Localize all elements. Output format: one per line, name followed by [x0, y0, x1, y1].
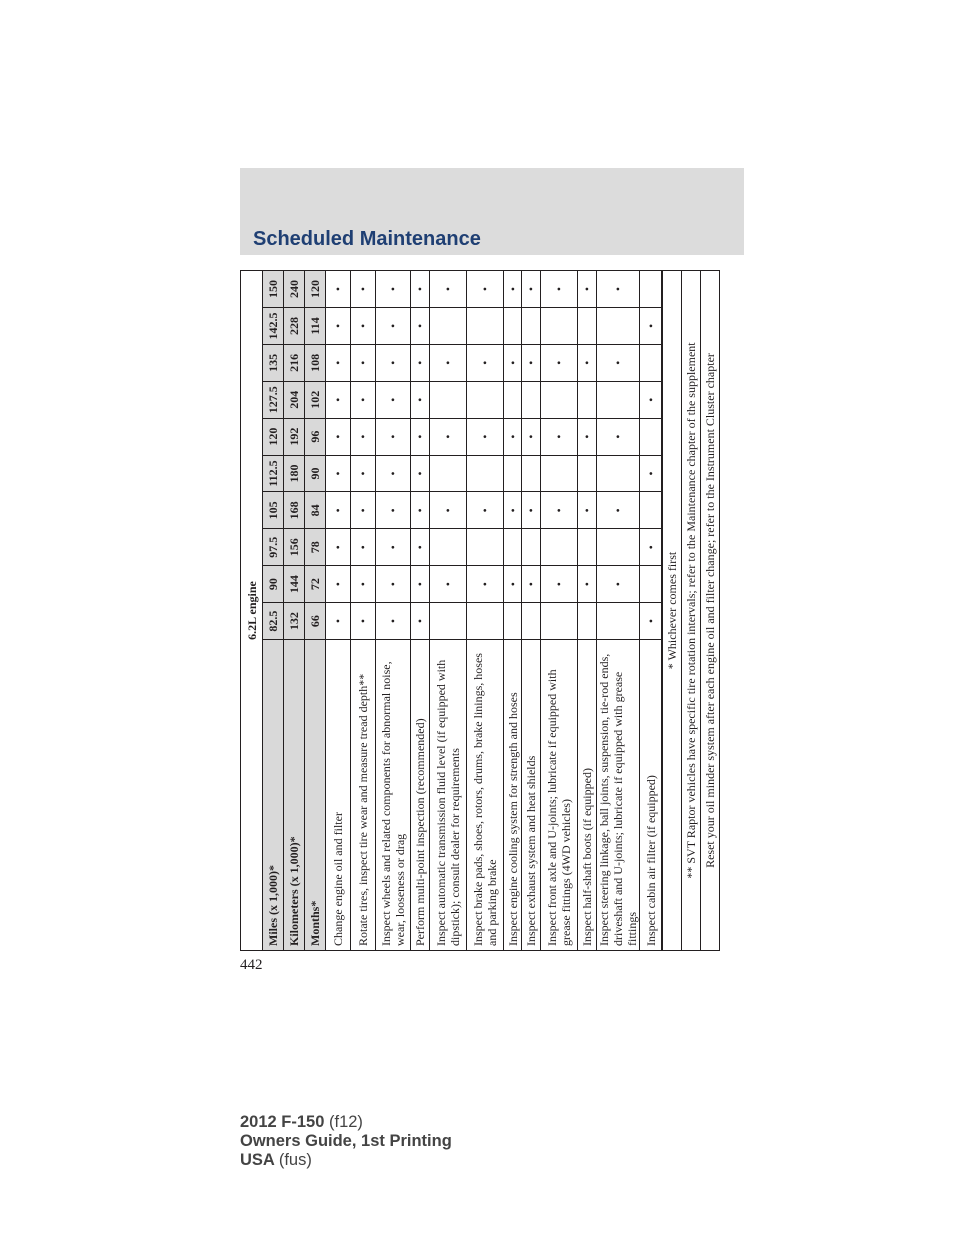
- interval-mark: [597, 603, 640, 640]
- task-label: Inspect brake pads, shoes, rotors, drums, brake linings, hoses and parking brake: [467, 640, 504, 951]
- interval-mark: •: [504, 418, 522, 455]
- miles-value: 127.5: [263, 381, 284, 418]
- interval-mark: •: [376, 418, 411, 455]
- rotated-table: [240, 270, 730, 951]
- months-value: 108: [305, 344, 326, 381]
- miles-value: 135: [263, 344, 284, 381]
- table-row: [430, 271, 467, 951]
- interval-mark: •: [326, 529, 351, 566]
- months-value: 114: [305, 307, 326, 344]
- interval-mark: •: [376, 455, 411, 492]
- interval-mark: [541, 529, 578, 566]
- interval-mark: •: [326, 271, 351, 308]
- footer-line-1: [240, 1113, 452, 1132]
- interval-mark: •: [467, 344, 504, 381]
- interval-mark: •: [578, 344, 597, 381]
- interval-mark: •: [411, 381, 430, 418]
- interval-mark: [467, 381, 504, 418]
- interval-mark: [597, 307, 640, 344]
- interval-mark: •: [640, 455, 662, 492]
- note-whichever: * Whichever comes first: [663, 271, 682, 951]
- interval-mark: •: [541, 492, 578, 529]
- interval-mark: •: [326, 566, 351, 603]
- interval-mark: [578, 529, 597, 566]
- months-value: 84: [305, 492, 326, 529]
- months-value: 90: [305, 455, 326, 492]
- kilometers-value: 204: [284, 381, 305, 418]
- interval-mark: [467, 455, 504, 492]
- interval-mark: •: [326, 344, 351, 381]
- header-band: [240, 168, 744, 255]
- kilometers-value: 192: [284, 418, 305, 455]
- interval-mark: •: [578, 492, 597, 529]
- interval-mark: [640, 492, 662, 529]
- kilometers-value: 240: [284, 271, 305, 308]
- interval-mark: •: [351, 603, 376, 640]
- table-row: [411, 271, 430, 951]
- months-value: 120: [305, 271, 326, 308]
- page-number: 442: [240, 957, 263, 973]
- interval-mark: •: [541, 344, 578, 381]
- interval-mark: •: [376, 307, 411, 344]
- interval-mark: [430, 529, 467, 566]
- interval-mark: •: [411, 307, 430, 344]
- kilometers-value: 168: [284, 492, 305, 529]
- miles-value: 97.5: [263, 529, 284, 566]
- task-label: Change engine oil and filter: [326, 640, 351, 951]
- interval-mark: •: [430, 492, 467, 529]
- interval-mark: [504, 603, 522, 640]
- interval-mark: •: [351, 307, 376, 344]
- interval-mark: •: [597, 492, 640, 529]
- interval-mark: [597, 455, 640, 492]
- footer: [240, 1113, 452, 1170]
- interval-mark: •: [640, 603, 662, 640]
- interval-mark: •: [411, 492, 430, 529]
- interval-mark: •: [376, 381, 411, 418]
- interval-mark: •: [640, 529, 662, 566]
- interval-mark: •: [597, 566, 640, 603]
- interval-mark: •: [522, 271, 541, 308]
- interval-mark: •: [430, 566, 467, 603]
- interval-mark: •: [430, 344, 467, 381]
- interval-mark: [430, 381, 467, 418]
- miles-value: 90: [263, 566, 284, 603]
- interval-mark: •: [467, 271, 504, 308]
- interval-mark: [467, 307, 504, 344]
- table-row: [578, 271, 597, 951]
- interval-mark: •: [411, 455, 430, 492]
- kilometers-row: [284, 271, 305, 951]
- miles-row: [263, 271, 284, 951]
- interval-mark: •: [522, 344, 541, 381]
- interval-mark: •: [504, 492, 522, 529]
- interval-mark: •: [326, 455, 351, 492]
- miles-value: 150: [263, 271, 284, 308]
- table-row: [376, 271, 411, 951]
- interval-mark: [541, 603, 578, 640]
- kilometers-value: 216: [284, 344, 305, 381]
- table-row: [541, 271, 578, 951]
- notes-table: [662, 270, 720, 951]
- miles-value: 105: [263, 492, 284, 529]
- months-value: 72: [305, 566, 326, 603]
- kilometers-value: 132: [284, 603, 305, 640]
- interval-mark: •: [351, 381, 376, 418]
- task-label: Inspect wheels and related components for abnormal noise, wear, looseness or drag: [376, 640, 411, 951]
- interval-mark: •: [326, 418, 351, 455]
- table-row: [467, 271, 504, 951]
- table-row: [351, 271, 376, 951]
- interval-mark: •: [578, 271, 597, 308]
- table-row: [522, 271, 541, 951]
- note-svt-raptor: ** SVT Raptor vehicles have specific tire rotation intervals; refer to the Maintenance chapter of the supplement: [682, 271, 701, 951]
- interval-mark: •: [411, 271, 430, 308]
- interval-mark: •: [351, 566, 376, 603]
- interval-mark: •: [597, 344, 640, 381]
- miles-value: 142.5: [263, 307, 284, 344]
- interval-mark: •: [376, 344, 411, 381]
- interval-mark: [504, 381, 522, 418]
- interval-mark: •: [411, 344, 430, 381]
- interval-mark: •: [467, 492, 504, 529]
- miles-value: 82.5: [263, 603, 284, 640]
- interval-mark: [467, 603, 504, 640]
- months-value: 102: [305, 381, 326, 418]
- table-row: [597, 271, 640, 951]
- interval-mark: •: [640, 381, 662, 418]
- interval-mark: •: [351, 529, 376, 566]
- interval-mark: •: [376, 566, 411, 603]
- interval-mark: [578, 307, 597, 344]
- interval-mark: •: [351, 418, 376, 455]
- task-label: Inspect steering linkage, ball joints, suspension, tie-rod ends, driveshaft and U-joints; lubricate if equipped with grease fittings: [597, 640, 640, 951]
- maintenance-table-container: [240, 270, 730, 951]
- task-label: Inspect front axle and U-joints; lubricate if equipped with grease fittings (4WD vehicles): [541, 640, 578, 951]
- interval-mark: [541, 455, 578, 492]
- maintenance-table: [240, 270, 662, 951]
- interval-mark: [504, 529, 522, 566]
- note-row: [701, 271, 720, 951]
- task-label: Inspect automatic transmission fluid level (if equipped with dipstick); consult dealer for requirements: [430, 640, 467, 951]
- interval-mark: •: [430, 418, 467, 455]
- months-row: [305, 271, 326, 951]
- task-label: Inspect half-shaft boots (if equipped): [578, 640, 597, 951]
- task-label: Perform multi-point inspection (recommended): [411, 640, 430, 951]
- interval-mark: •: [376, 492, 411, 529]
- kilometers-label: Kilometers (x 1,000)*: [284, 640, 305, 951]
- interval-mark: •: [467, 418, 504, 455]
- interval-mark: •: [597, 418, 640, 455]
- interval-mark: •: [504, 344, 522, 381]
- interval-mark: •: [541, 566, 578, 603]
- interval-mark: •: [430, 271, 467, 308]
- interval-mark: •: [351, 492, 376, 529]
- table-row: [640, 271, 662, 951]
- interval-mark: [541, 307, 578, 344]
- miles-label: Miles (x 1,000)*: [263, 640, 284, 951]
- interval-mark: [640, 344, 662, 381]
- interval-mark: •: [522, 418, 541, 455]
- footer-market-code: (fus): [278, 1151, 312, 1169]
- kilometers-value: 228: [284, 307, 305, 344]
- table-row: [504, 271, 522, 951]
- interval-mark: •: [351, 455, 376, 492]
- miles-value: 120: [263, 418, 284, 455]
- table-title-row: [241, 271, 263, 951]
- interval-mark: [578, 455, 597, 492]
- interval-mark: •: [411, 529, 430, 566]
- kilometers-value: 180: [284, 455, 305, 492]
- interval-mark: [597, 529, 640, 566]
- kilometers-value: 144: [284, 566, 305, 603]
- interval-mark: [640, 418, 662, 455]
- footer-line-3: [240, 1151, 452, 1170]
- interval-mark: •: [504, 566, 522, 603]
- interval-mark: •: [522, 566, 541, 603]
- footer-market: USA: [240, 1151, 275, 1169]
- task-label: Inspect engine cooling system for strength and hoses: [504, 640, 522, 951]
- miles-value: 112.5: [263, 455, 284, 492]
- interval-mark: [640, 271, 662, 308]
- interval-mark: •: [376, 529, 411, 566]
- kilometers-value: 156: [284, 529, 305, 566]
- interval-mark: •: [376, 603, 411, 640]
- interval-mark: [504, 307, 522, 344]
- interval-mark: •: [640, 307, 662, 344]
- note-oil-minder: Reset your oil minder system after each engine oil and filter change; refer to the Instrument Cluster chapter: [701, 271, 720, 951]
- interval-mark: [522, 455, 541, 492]
- note-row: [682, 271, 701, 951]
- interval-mark: •: [578, 418, 597, 455]
- interval-mark: [522, 603, 541, 640]
- months-value: 66: [305, 603, 326, 640]
- months-value: 96: [305, 418, 326, 455]
- interval-mark: [578, 603, 597, 640]
- task-label: Inspect exhaust system and heat shields: [522, 640, 541, 951]
- interval-mark: •: [541, 271, 578, 308]
- interval-mark: [430, 307, 467, 344]
- interval-mark: •: [326, 492, 351, 529]
- interval-mark: •: [504, 271, 522, 308]
- interval-mark: •: [411, 603, 430, 640]
- interval-mark: •: [351, 271, 376, 308]
- interval-mark: •: [467, 566, 504, 603]
- interval-mark: •: [411, 418, 430, 455]
- months-label: Months*: [305, 640, 326, 951]
- interval-mark: [522, 381, 541, 418]
- interval-mark: [578, 381, 597, 418]
- interval-mark: [430, 455, 467, 492]
- table-row: [326, 271, 351, 951]
- note-row: [663, 271, 682, 951]
- interval-mark: [522, 529, 541, 566]
- interval-mark: •: [376, 271, 411, 308]
- task-label: Inspect cabin air filter (if equipped): [640, 640, 662, 951]
- task-label: Rotate tires, inspect tire wear and measure tread depth**: [351, 640, 376, 951]
- interval-mark: •: [351, 344, 376, 381]
- months-value: 78: [305, 529, 326, 566]
- interval-mark: [640, 566, 662, 603]
- interval-mark: [522, 307, 541, 344]
- table-title: 6.2L engine: [241, 271, 263, 951]
- interval-mark: [430, 603, 467, 640]
- interval-mark: •: [578, 566, 597, 603]
- interval-mark: [597, 381, 640, 418]
- interval-mark: [504, 455, 522, 492]
- interval-mark: •: [541, 418, 578, 455]
- interval-mark: •: [597, 271, 640, 308]
- interval-mark: •: [326, 307, 351, 344]
- section-title: Scheduled Maintenance: [253, 228, 481, 250]
- interval-mark: •: [326, 381, 351, 418]
- interval-mark: [467, 529, 504, 566]
- footer-model-code: (f12): [329, 1113, 363, 1131]
- footer-model: 2012 F-150: [240, 1113, 325, 1131]
- interval-mark: •: [522, 492, 541, 529]
- footer-line-2: Owners Guide, 1st Printing: [240, 1132, 452, 1150]
- interval-mark: [541, 381, 578, 418]
- maintenance-table-body: [241, 271, 662, 951]
- interval-mark: •: [326, 603, 351, 640]
- interval-mark: •: [411, 566, 430, 603]
